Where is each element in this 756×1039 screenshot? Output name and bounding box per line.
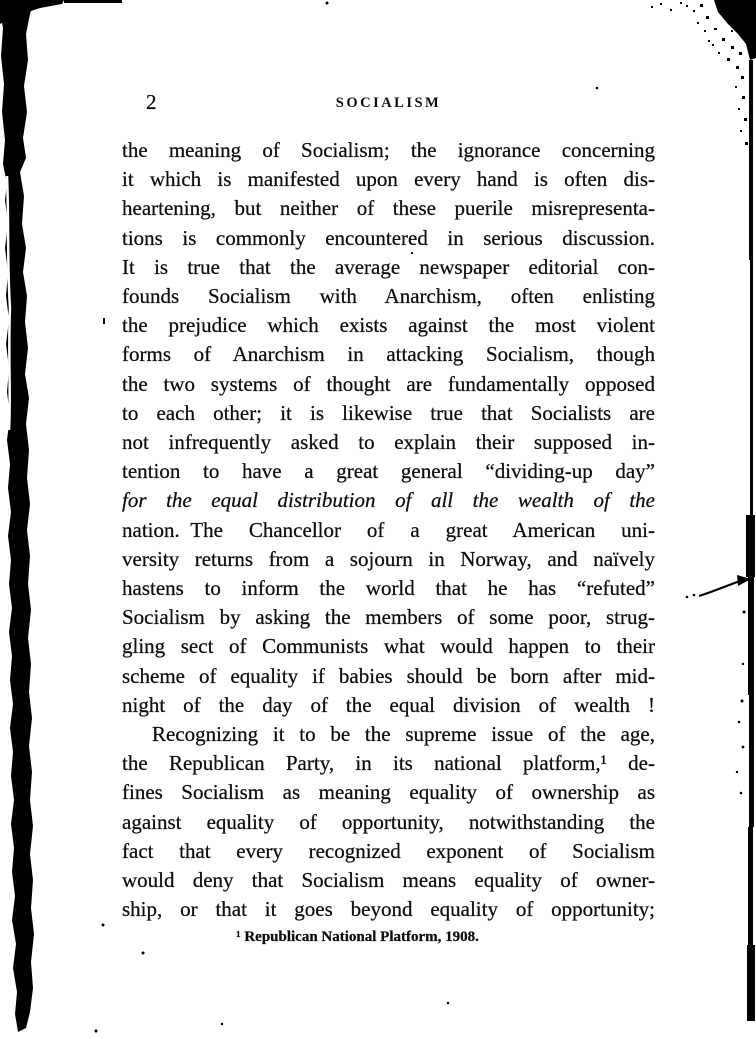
text-line: gling sect of Communists what would happen to their (122, 634, 655, 659)
text-line: ship, or that it goes beyond equality of opportunity; (122, 897, 655, 922)
scan-artifact-left-strip-crack (7, 176, 10, 430)
scan-artifact-left-binding-strip (0, 0, 34, 1032)
text-line: would deny that Socialism means equality of owner- (122, 868, 655, 893)
text-line: tions is commonly encountered in serious discussion. (122, 225, 655, 250)
running-header (122, 90, 655, 118)
page-number: 2 (146, 90, 157, 114)
text-line: against equality of opportunity, notwithstanding the (122, 809, 655, 834)
footnote: ¹ Republican National Platform, 1908. (236, 929, 479, 945)
text-line: the two systems of thought are fundamentally opposed (122, 371, 655, 396)
text-line: fines Socialism as meaning equality of ownership as (122, 780, 655, 805)
text-line: Socialism by asking the members of some poor, strug- (122, 605, 655, 630)
text-line: night of the day of the equal division of wealth ! (122, 692, 655, 717)
text-line: to each other; it is likewise true that Socialists are (122, 400, 655, 425)
text-line: forms of Anarchism in attacking Socialism, though (122, 342, 655, 367)
text-line: heartening, but neither of these puerile misrepresenta- (122, 196, 655, 221)
text-line: scheme of equality if babies should be born after mid- (122, 663, 655, 688)
text-line: Recognizing it to be the supreme issue of the age, (152, 722, 655, 747)
text-line: it which is manifested upon every hand is often dis- (122, 167, 655, 192)
text-line: fact that every recognized exponent of Socialism (122, 838, 655, 863)
text-line: the meaning of Socialism; the ignorance concerning (122, 138, 655, 162)
text-line: hastens to inform the world that he has “refuted” (122, 576, 655, 601)
text-line: nation. The Chancellor of a great American uni- (122, 517, 655, 542)
text-line: for the equal distribution of all the wealth of the (122, 488, 655, 513)
scan-artifact-top-right-speckles (651, 2, 748, 145)
text-line: not infrequently asked to explain their supposed in- (122, 430, 655, 455)
text-line: versity returns from a sojourn in Norway, and naïvely (122, 546, 655, 571)
text-line: It is true that the average newspaper editorial con- (122, 254, 655, 279)
text-line: founds Socialism with Anarchism, often enlisting (122, 284, 655, 309)
text-line: tention to have a great general “dividing-up day” (122, 459, 655, 484)
page-lines (122, 136, 655, 924)
running-header-title: SOCIALISM (335, 95, 442, 111)
scan-artifact-top-left-blob (0, 0, 64, 24)
scan-artifact-top-streak (64, 0, 122, 3)
text-line: the Republican Party, in its national platform,¹ de- (122, 751, 655, 776)
scan-artifact-top-right-blob (714, 0, 756, 60)
text-line: the prejudice which exists against the most violent (122, 313, 655, 338)
scan-artifact-right-edge-line (736, 60, 755, 1021)
scan-artifact-pen-arrow (686, 575, 751, 598)
